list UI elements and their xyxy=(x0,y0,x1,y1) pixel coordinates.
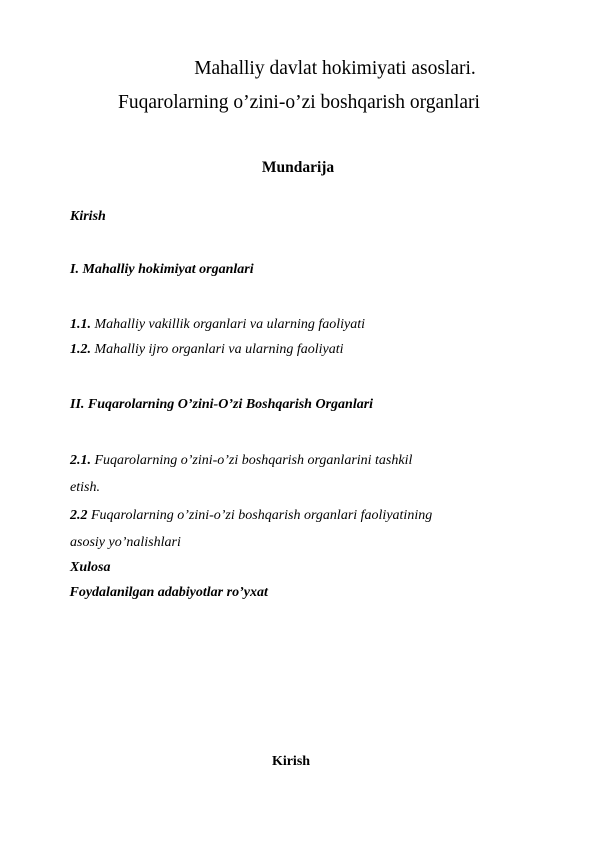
toc-section-2: II. Fuqarolarning O’zini-O’zi Boshqarish Organlari xyxy=(70,397,374,412)
toc-item-2-1-continuation: etish. xyxy=(70,480,100,495)
section-heading-kirish: Kirish xyxy=(271,754,311,769)
toc-item-text: Mahalliy vakillik organlari va ularning faoliyati xyxy=(91,317,366,332)
toc-item-text: Fuqarolarning o’zini-o’zi boshqarish organlari faoliyatining xyxy=(87,508,433,523)
toc-item-text: Mahalliy ijro organlari va ularning faoliyati xyxy=(91,342,344,357)
toc-item-number: 1.1. xyxy=(70,317,91,332)
toc-intro: Kirish xyxy=(70,209,106,224)
toc-item-1-2 xyxy=(70,342,344,358)
contents-heading: Mundarija xyxy=(261,159,335,176)
toc-item-2-1 xyxy=(70,453,412,469)
toc-section-1: I. Mahalliy hokimiyat organlari xyxy=(70,262,254,277)
toc-conclusion: Xulosa xyxy=(70,560,111,575)
toc-item-number: 2.1. xyxy=(70,453,91,468)
toc-references: Foydalanilgan adabiyotlar ro’yxat xyxy=(66,585,268,600)
toc-item-text: Fuqarolarning o’zini-o’zi boshqarish organlarini tashkil xyxy=(91,453,413,468)
document-title-line-1: Mahalliy davlat hokimiyati asoslari. xyxy=(194,58,476,79)
toc-item-1-1 xyxy=(70,317,365,333)
document-title-line-2: Fuqarolarning o’zini-o’zi boshqarish organlari xyxy=(118,92,480,113)
toc-item-2-2-continuation: asosiy yo’nalishlari xyxy=(70,535,181,550)
toc-item-number: 1.2. xyxy=(70,342,91,357)
toc-item-number: 2.2 xyxy=(70,508,88,523)
toc-item-2-2 xyxy=(70,508,432,524)
